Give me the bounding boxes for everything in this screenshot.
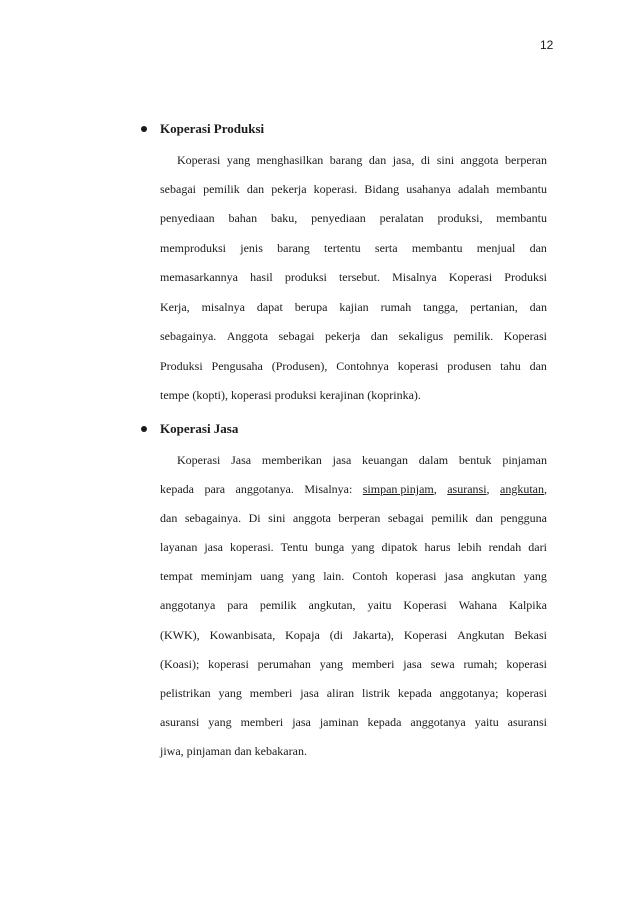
paragraph-line [160,597,547,613]
section-heading: Koperasi Produksi [160,121,265,136]
word: bahan [228,211,258,225]
word: yang [523,569,547,583]
word: anggota [460,153,499,167]
word: anggotanya. [235,482,294,496]
paragraph-line [160,269,547,285]
word: pemilik [431,511,469,525]
paragraph-line [160,510,547,526]
word: jasa [292,715,311,729]
word: yang [291,569,316,583]
word: membantu [496,211,547,225]
paragraph-line [160,210,547,226]
paragraph-line [160,714,547,730]
word: anggotanya; [439,686,499,700]
word: asuransi, [447,482,490,496]
word: listrik [362,686,391,700]
word: Jasa [231,453,252,467]
paragraph-line [177,152,547,168]
word: Kowanbisata, [209,628,276,642]
word: jasa [204,540,223,554]
paragraph-line [177,452,547,468]
word: barang [329,153,363,167]
word: tersebut. [338,270,380,284]
word: keuangan [362,453,409,467]
word: Kerja, [160,300,190,314]
paragraph-line [160,685,547,701]
word: Wahana [458,598,498,612]
word: angkutan [471,569,516,583]
word: sini [268,511,286,525]
word: peralatan [379,211,424,225]
word: Jakarta), [352,628,394,642]
word: pinjaman [502,453,547,467]
word: rendah [488,540,522,554]
word: dan [368,153,387,167]
word: Koperasi [403,598,447,612]
word: Anggota [226,329,269,343]
word: memproduksi [160,241,226,255]
word: pemilik [203,182,240,196]
word: kepada [397,686,432,700]
word: tertentu [324,241,361,255]
word: anggotanya [410,715,466,729]
word: meminjam [200,569,253,583]
word: dan [475,511,493,525]
paragraph-line [160,181,547,197]
word: dan [529,241,547,255]
word: sebagainya. [184,511,242,525]
paragraph-line [160,568,547,584]
paragraph-line [160,627,547,643]
word: tahu [500,359,521,373]
word: lain. [323,569,345,583]
word: anggotanya [160,598,216,612]
word: Kalpika [508,598,547,612]
word: koperasi [397,359,439,373]
word: sebagai [160,182,196,196]
word: harus [424,540,451,554]
word: Bidang [364,182,400,196]
word: dalam [418,453,449,467]
word: perumahan [257,657,311,671]
word: baku, [270,211,298,225]
word: Angkutan [457,628,505,642]
word: memberi [351,657,395,671]
word: memasarkannya [160,270,238,284]
word: rumah [380,300,412,314]
word: dapat [256,300,283,314]
word: koperasi. [313,182,358,196]
word: penyediaan [311,211,366,225]
word: dan [529,359,547,373]
word: (KWK), [160,628,200,642]
word: dan [160,511,178,525]
paragraph-line [160,358,547,374]
word: dan [529,300,547,314]
word: para [204,482,226,496]
word: asuransi [160,715,200,729]
word: pengguna [500,511,547,525]
word: (Koasi); [160,657,200,671]
word: Kopaja [285,628,320,642]
word: (di [329,628,344,642]
word: rumah; [463,657,498,671]
word: barang [277,241,310,255]
word: Koperasi [177,453,221,467]
word: dipatok [381,540,418,554]
word: produksi, [437,211,483,225]
word: Pengusaha [211,359,263,373]
word: Produksi [160,359,203,373]
word: koperasi [506,657,547,671]
word: di [420,153,431,167]
word: yang [351,540,375,554]
word: dan [246,182,265,196]
word: yang [208,715,232,729]
word: pemilik. [453,329,494,343]
word: para [227,598,248,612]
word: yang [319,657,344,671]
word: hasil [250,270,273,284]
word: berperan [505,153,547,167]
word: Misalnya [392,270,437,284]
word: Misalnya: [304,482,353,496]
word: produsen [447,359,492,373]
word: sewa [430,657,455,671]
word: angkutan, [308,598,356,612]
paragraph-line [160,328,547,344]
word: menjual [476,241,516,255]
word: simpan pinjam, [362,482,437,496]
word: Koperasi [448,270,493,284]
word: koperasi [506,686,547,700]
word: yang [218,686,242,700]
word: memberi [240,715,284,729]
word: dari [528,540,547,554]
word: pelistrikan [160,686,211,700]
word: sebagai [278,329,315,343]
word: Di [248,511,261,525]
word: jasa [332,453,352,467]
word: layanan [160,540,198,554]
paragraph-line [160,240,547,256]
word: berperan [338,511,381,525]
word: Koperasi [177,153,221,167]
word: pemilik [259,598,297,612]
word: membantu [411,241,463,255]
word: menghasilkan [256,153,324,167]
word: sekaligus [398,329,444,343]
word: Bekasi [514,628,547,642]
word: bentuk [458,453,492,467]
word: dan [370,329,389,343]
word: yaitu [367,598,392,612]
word: sini [436,153,455,167]
word: serta [374,241,398,255]
word: (Produsen), [271,359,328,373]
word: jasa, [392,153,415,167]
word: Tentu [280,540,308,554]
word: tempat [160,569,193,583]
word: adalah [457,182,490,196]
word: penyediaan [160,211,215,225]
word: jasa [403,657,422,671]
paragraph-line: jiwa, pinjaman dan kebakaran. [160,744,307,758]
word: Koperasi [503,329,547,343]
paragraph-line: tempe (kopti), koperasi produksi kerajinan (koprinka). [160,388,421,402]
word: produksi [284,270,327,284]
word: kepada [367,715,402,729]
word: jasa [444,569,464,583]
word: bunga [314,540,345,554]
word: jasa [300,686,319,700]
word: usahanya [406,182,451,196]
bullet-icon [141,126,147,132]
word: angkutan, [500,482,547,496]
word: memberi [249,686,293,700]
word: lebih [457,540,482,554]
word: anggota [292,511,331,525]
word: jenis [240,241,263,255]
word: uang [260,569,284,583]
word: yaitu [474,715,499,729]
word: koperasi [395,569,437,583]
word: berupa [294,300,328,314]
word: yang [226,153,251,167]
word: misalnya [201,300,245,314]
word: aliran [326,686,355,700]
word: koperasi [208,657,249,671]
paragraph-line [160,481,547,497]
paragraph-line [160,299,547,315]
word: koperasi. [230,540,274,554]
word: tangga, [423,300,459,314]
word: Produksi [504,270,547,284]
page-number: 12 [540,38,554,52]
word: pertanian, [470,300,518,314]
section-heading: Koperasi Jasa [160,421,239,436]
word: kepada [160,482,194,496]
word: Contohnya [336,359,389,373]
word: membantu [496,182,547,196]
word: kajian [339,300,369,314]
word: pekerja [324,329,361,343]
word: pekerja [271,182,307,196]
paragraph-line [160,539,547,555]
word: memberikan [261,453,322,467]
word: Koperasi [403,628,448,642]
word: jaminan [319,715,359,729]
word: sebagai [387,511,424,525]
word: Contoh [352,569,388,583]
word: asuransi [507,715,547,729]
bullet-icon [141,426,147,432]
word: sebagainya. [160,329,217,343]
paragraph-line [160,656,547,672]
